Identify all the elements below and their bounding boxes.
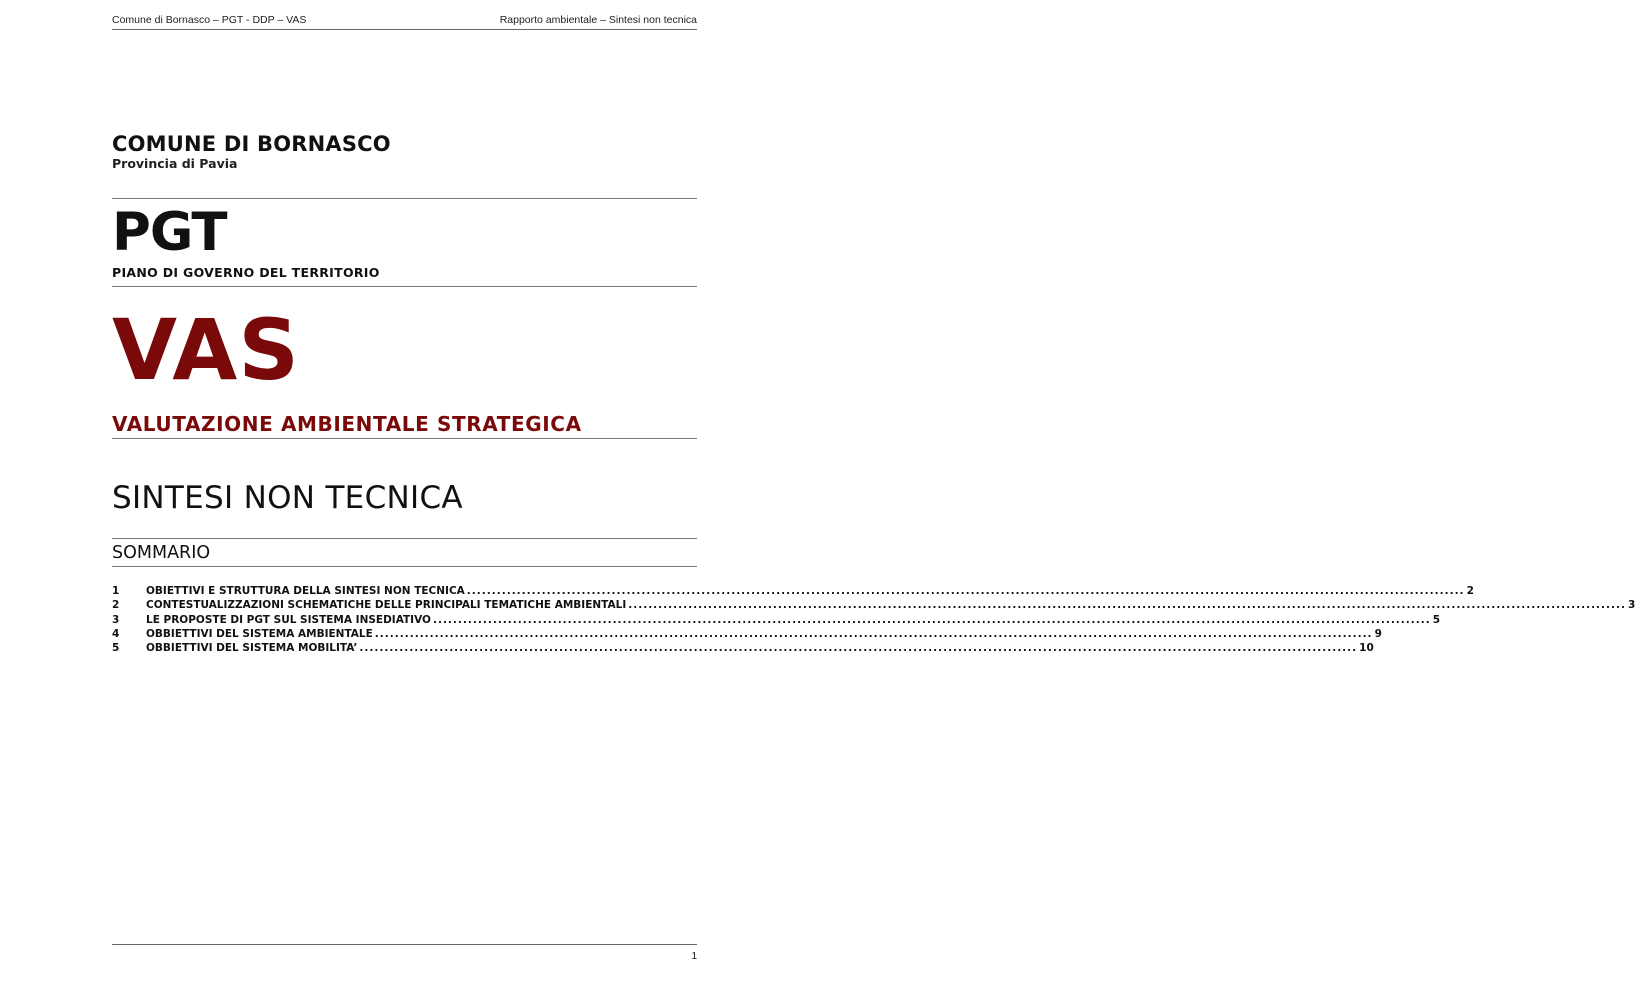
toc-entry-title[interactable]: OBBIETTIVI DEL SISTEMA MOBILITA’ bbox=[146, 642, 358, 655]
pgt-full-title: PIANO DI GOVERNO DEL TERRITORIO bbox=[112, 265, 380, 280]
divider bbox=[112, 566, 697, 567]
toc-entry-title[interactable]: OBBIETTIVI DEL SISTEMA AMBIENTALE bbox=[146, 627, 373, 640]
vas-acronym: VAS bbox=[112, 301, 300, 399]
toc-entry-page[interactable]: 2 bbox=[1466, 585, 1474, 597]
toc-heading: SOMMARIO bbox=[112, 543, 211, 563]
divider bbox=[112, 538, 697, 539]
toc-entry[interactable] bbox=[112, 627, 1382, 641]
toc-entry-page[interactable]: 3 bbox=[1628, 599, 1635, 612]
toc-entry[interactable] bbox=[112, 584, 1474, 598]
toc-entry-title[interactable]: CONTESTUALIZZAZIONI SCHEMATICHE DELLE PRINCIPALI TEMATICHE AMBIENTALI bbox=[146, 599, 627, 612]
toc-entry-page[interactable]: 5 bbox=[1432, 613, 1441, 626]
toc-leader: ........................................................................................................................................................................................................ bbox=[374, 627, 1373, 640]
divider bbox=[112, 286, 697, 287]
comune-title: COMUNE DI BORNASCO bbox=[112, 132, 391, 156]
toc-entry-page[interactable]: 9 bbox=[1374, 627, 1382, 640]
table-of-contents bbox=[112, 584, 1635, 655]
provincia-subtitle: Provincia di Pavia bbox=[112, 156, 238, 171]
toc-leader: ........................................................................................................................................................................................................ bbox=[432, 613, 1431, 626]
document-title: SINTESI NON TECNICA bbox=[112, 480, 463, 516]
divider bbox=[112, 198, 697, 199]
page-number: 1 bbox=[112, 944, 697, 962]
toc-entry-title[interactable]: LE PROPOSTE DI PGT SUL SISTEMA INSEDIATIVO bbox=[146, 613, 431, 626]
toc-entry-number: 2 bbox=[112, 599, 120, 612]
pgt-acronym: PGT bbox=[112, 202, 227, 263]
toc-leader: ........................................................................................................................................................................................................ bbox=[628, 599, 1626, 612]
vas-full-title: VALUTAZIONE AMBIENTALE STRATEGICA bbox=[112, 412, 582, 436]
header-right: Rapporto ambientale – Sintesi non tecnica bbox=[499, 14, 697, 26]
toc-entry[interactable] bbox=[112, 598, 1635, 612]
header-left: Comune di Bornasco – PGT - DDP – VAS bbox=[112, 14, 307, 26]
toc-leader: ........................................................................................................................................................................................................ bbox=[359, 642, 1358, 655]
toc-entry-number: 4 bbox=[112, 627, 120, 640]
divider bbox=[112, 438, 697, 439]
toc-entry-page[interactable]: 10 bbox=[1359, 642, 1374, 655]
toc-entry-title[interactable]: OBIETTIVI E STRUTTURA DELLA SINTESI NON TECNICA bbox=[146, 585, 465, 597]
toc-entry[interactable] bbox=[112, 641, 1374, 655]
toc-entry-number: 5 bbox=[112, 642, 120, 655]
toc-entry-number: 3 bbox=[112, 613, 120, 626]
page-header bbox=[112, 14, 697, 30]
toc-entry-number: 1 bbox=[112, 585, 120, 597]
toc-leader: ........................................................................................................................................................................................................ bbox=[466, 585, 1465, 597]
toc-entry[interactable] bbox=[112, 613, 1441, 627]
